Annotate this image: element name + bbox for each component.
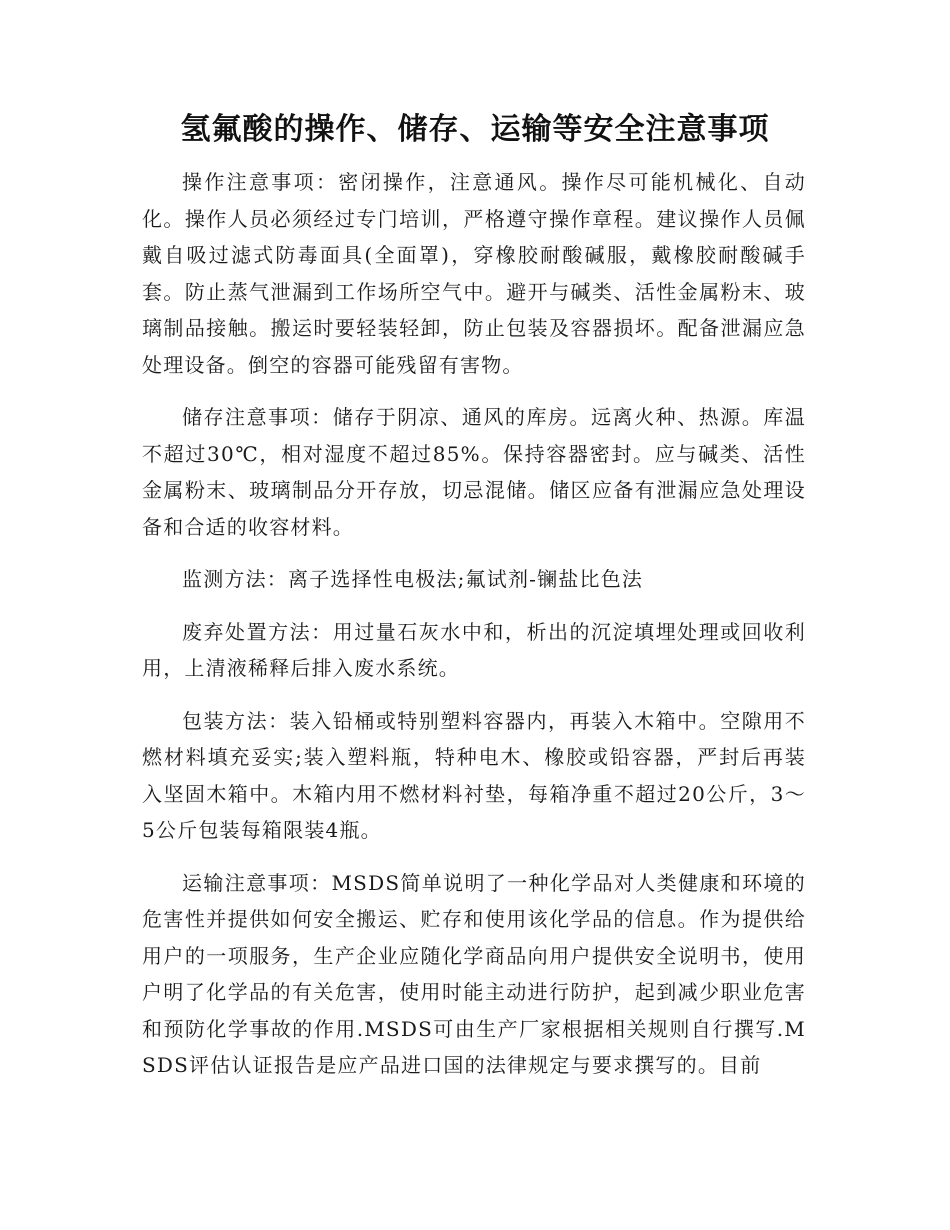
paragraph-handling: 操作注意事项：密闭操作，注意通风。操作尽可能机械化、自动化。操作人员必须经过专门培训，严格遵守操作章程。建议操作人员佩戴自吸过滤式防毒面具(全面罩)，穿橡胶耐酸碱服，戴橡胶耐酸碱手套。防止蒸气泄漏到工作场所空气中。避开与碱类、活性金属粉末、玻璃制品接触。搬运时要轻装轻卸，防止包装及容器损坏。配备泄漏应急处理设备。倒空的容器可能残留有害物。: [142, 170, 806, 377]
paragraph-monitoring: 监测方法：离子选择性电极法;氟试剂-镧盐比色法: [182, 567, 644, 591]
paragraph-transport: 运输注意事项：MSDS简单说明了一种化学品对人类健康和环境的危害性并提供如何安全搬运、贮存和使用该化学品的信息。作为提供给用户的一项服务，生产企业应随化学商品向用户提供安全说明书，使用户明了化学品的有关危害，使用时能主动进行防护，起到减少职业危害和预防化学事故的作用.MSDS可由生产厂家根据相关规则自行撰写.MSDS评估认证报告是应产品进口国的法律规定与要求撰写的。目前: [142, 870, 806, 1077]
paragraph-disposal: 废弃处置方法：用过量石灰水中和，析出的沉淀填埋处理或回收利用，上清液稀释后排入废水系统。: [142, 619, 806, 680]
document-body: [142, 164, 806, 1100]
paragraph-packaging: 包装方法：装入铅桶或特别塑料容器内，再装入木箱中。空隙用不燃材料填充妥实;装入塑料瓶，特种电木、橡胶或铅容器，严封后再装入坚固木箱中。木箱内用不燃材料衬垫，每箱净重不超过20公斤，3～5公斤包装每箱限装4瓶。: [142, 708, 806, 842]
paragraph-storage: 储存注意事项：储存于阴凉、通风的库房。远离火种、热源。库温不超过30℃，相对湿度不超过85%。保持容器密封。应与碱类、活性金属粉末、玻璃制品分开存放，切忌混储。储区应备有泄漏应急处理设备和合适的收容材料。: [142, 405, 806, 539]
page-title: 氢氟酸的操作、储存、运输等安全注意事项: [180, 112, 770, 147]
